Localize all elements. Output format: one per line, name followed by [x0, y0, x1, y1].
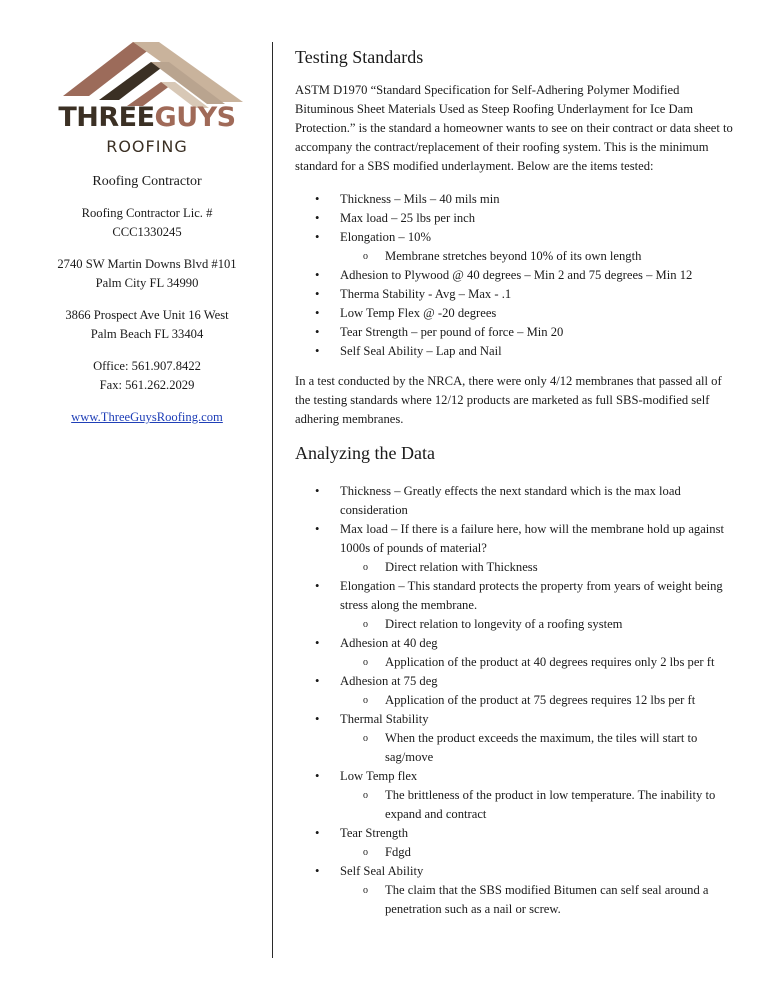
- list-item: • Self Seal Ability – Lap and Nail: [295, 342, 740, 361]
- list-item: • Low Temp Flex @ -20 degrees: [295, 304, 740, 323]
- company-tagline: Roofing Contractor: [92, 174, 202, 189]
- list-item: • Self Seal Ability o The claim that the SBS modified Bitumen can self seal around a penetration such as a nail or screw.: [295, 862, 740, 919]
- sub-list-item: o The claim that the SBS modified Bitumen can self seal around a penetration such as a nail or screw.: [340, 881, 740, 919]
- license-label: Roofing Contractor Lic. #: [81, 206, 213, 220]
- tested-items-list: [295, 190, 740, 361]
- logo-wordmark: [47, 102, 247, 133]
- sub-list: [340, 881, 740, 919]
- sub-list: [340, 843, 740, 862]
- sub-list-item: o Application of the product at 40 degrees requires only 2 lbs per ft: [340, 653, 740, 672]
- address-line: 2740 SW Martin Downs Blvd #101: [57, 257, 237, 271]
- heading-testing-standards: Testing Standards: [295, 47, 424, 67]
- contact-phones: [36, 357, 258, 395]
- intro-paragraph: ASTM D1970 “Standard Specification for Self-Adhering Polymer Modified Bituminous Sheet Materials Used as Steep Roofing Underlayment for Ice Dam Protection.” is the standard a homeowner wants to see on their contract or data sheet to accompany the contract/replacement of their roofing system. This is the minimum standard for a SBS modified underlayment. Below are the items tested:: [295, 83, 733, 173]
- address-palm-city: [36, 255, 258, 293]
- logo-word-roofing: ROOFING: [106, 137, 188, 156]
- vertical-divider: [272, 42, 273, 958]
- address-line: Palm Beach FL 33404: [90, 327, 204, 341]
- sub-list: [340, 729, 740, 767]
- sub-list: [340, 691, 740, 710]
- sub-list-item: o Application of the product at 75 degrees requires 12 lbs per ft: [340, 691, 740, 710]
- sub-list-item: o Fdgd: [340, 843, 740, 862]
- nrca-paragraph: In a test conducted by the NRCA, there were only 4/12 membranes that passed all of the testing standards where 12/12 products are marketed as full SBS-modified self adhering membranes.: [295, 374, 722, 426]
- sub-list-item: o Direct relation with Thickness: [340, 558, 740, 577]
- address-line: 3866 Prospect Ave Unit 16 West: [65, 308, 229, 322]
- list-item: • Max load – If there is a failure here, how will the membrane hold up against 1000s of pounds of material? o Direct relation with Thickness: [295, 520, 740, 577]
- list-item: • Tear Strength o Fdgd: [295, 824, 740, 862]
- list-item: • Elongation – 10% o Membrane stretches beyond 10% of its own length: [295, 228, 740, 266]
- list-item: • Tear Strength – per pound of force – Min 20: [295, 323, 740, 342]
- sub-list-item: o The brittleness of the product in low temperature. The inability to expand and contract: [340, 786, 740, 824]
- address-line: Palm City FL 34990: [95, 276, 199, 290]
- license-block: [36, 204, 258, 242]
- sub-list-item: o Membrane stretches beyond 10% of its own length: [340, 247, 740, 266]
- license-number: CCC1330245: [112, 225, 182, 239]
- list-item: • Max load – 25 lbs per inch: [295, 209, 740, 228]
- heading-analyzing-the-data: Analyzing the Data: [295, 443, 435, 463]
- website-link[interactable]: www.ThreeGuysRoofing.com: [71, 410, 223, 424]
- sidebar: [36, 40, 258, 427]
- sub-list: [340, 615, 740, 634]
- analysis-list: [295, 482, 740, 919]
- logo-word-guys: GUYS: [154, 102, 236, 133]
- three-guys-roofing-logo: [47, 40, 247, 158]
- website-block: [36, 408, 258, 427]
- list-item: • Thickness – Greatly effects the next standard which is the max load consideration: [295, 482, 740, 520]
- list-item: • Therma Stability - Avg – Max - .1: [295, 285, 740, 304]
- sub-list: [340, 247, 740, 266]
- list-item: • Adhesion at 40 deg o Application of the product at 40 degrees requires only 2 lbs per ft: [295, 634, 740, 672]
- roof-logo-graphic: [47, 40, 247, 110]
- sub-list: [340, 786, 740, 824]
- sub-list-item: o Direct relation to longevity of a roofing system: [340, 615, 740, 634]
- sub-list: [340, 558, 740, 577]
- list-item: • Thermal Stability o When the product exceeds the maximum, the tiles will start to sag/move: [295, 710, 740, 767]
- list-item: • Adhesion at 75 deg o Application of the product at 75 degrees requires 12 lbs per ft: [295, 672, 740, 710]
- fax-number: Fax: 561.262.2029: [99, 378, 195, 392]
- list-item: • Elongation – This standard protects the property from years of weight being stress along the membrane. o Direct relation to longevity of a roofing system: [295, 577, 740, 634]
- list-item: • Low Temp flex o The brittleness of the product in low temperature. The inability to expand and contract: [295, 767, 740, 824]
- office-phone: Office: 561.907.8422: [93, 359, 201, 373]
- main-content: [295, 44, 740, 930]
- list-item: • Thickness – Mils – 40 mils min: [295, 190, 740, 209]
- sub-list: [340, 653, 740, 672]
- list-item: • Adhesion to Plywood @ 40 degrees – Min 2 and 75 degrees – Min 12: [295, 266, 740, 285]
- address-palm-beach: [36, 306, 258, 344]
- sub-list-item: o When the product exceeds the maximum, the tiles will start to sag/move: [340, 729, 740, 767]
- logo-word-three: THREE: [58, 102, 155, 133]
